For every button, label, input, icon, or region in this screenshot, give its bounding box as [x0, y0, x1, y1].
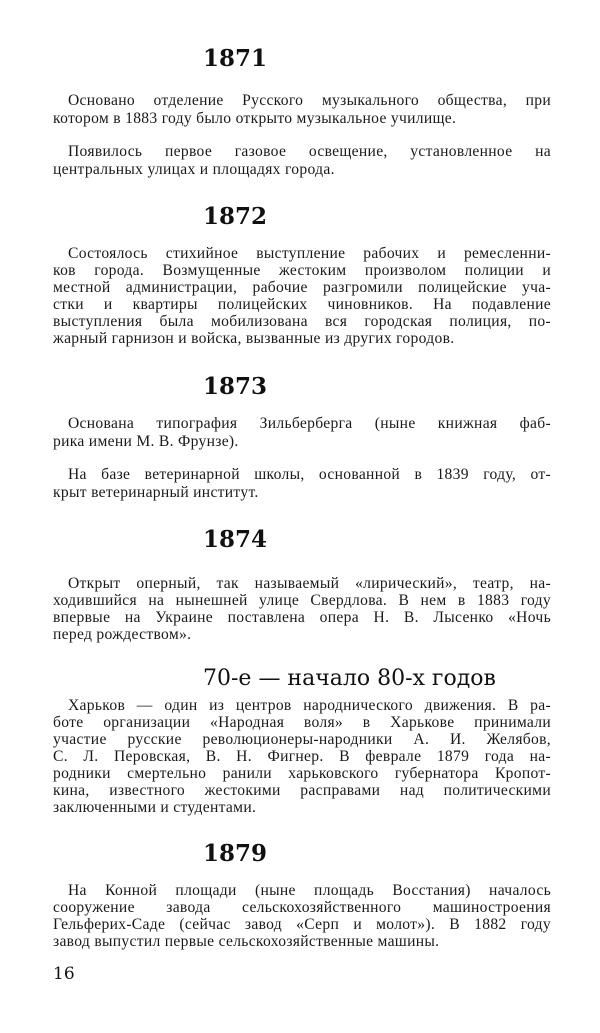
paragraph-line: жарный гарнизон и войска, вызванные из других городов.	[53, 330, 455, 347]
section-heading-1879: 1879	[203, 840, 268, 867]
paragraph-line: родники смертельно ранили харьковского губернатора Кропот-	[53, 765, 551, 782]
paragraph-line: Состоялось стихийное выступление рабочих и ремесленни-	[68, 245, 551, 262]
paragraph-line: кина, известного жестокими расправами над политическими	[53, 782, 551, 799]
paragraph-line: участие русские революционеры-народники А. И. Желябов,	[53, 731, 551, 748]
paragraph-line: Харьков — один из центров народнического движения. В ра-	[68, 697, 551, 714]
paragraph-line: ходившийся на нынешней улице Свердлова. В нем в 1883 году	[53, 592, 551, 609]
paragraph-line: завод выпустил первые сельскохозяйственные машины.	[53, 933, 440, 950]
paragraph-line: крыт ветеринарный институт.	[53, 484, 259, 501]
section-heading-1874: 1874	[203, 526, 268, 553]
paragraph-line: перед рождеством».	[53, 626, 192, 643]
section-heading-70s-80s: 70-е — начало 80-х годов	[203, 666, 496, 691]
paragraph-line: сооружение завода сельскохозяйственного машиностроения	[53, 899, 551, 916]
paragraph-line: стки и квартиры полицейских чиновников. На подавление	[53, 296, 551, 313]
paragraph-line: центральных улицах и площадях города.	[53, 161, 335, 178]
paragraph-line: заключенными и студентами.	[53, 799, 257, 816]
paragraph-line: Гельферих-Саде (сейчас завод «Серп и молот»). В 1882 году	[53, 916, 551, 933]
paragraph-line: С. Л. Перовская, В. Н. Фигнер. В феврале 1879 года на-	[53, 748, 551, 765]
paragraph-line: впервые на Украине поставлена опера Н. В. Лысенко «Ночь	[53, 609, 551, 626]
paragraph-line: На Конной площади (ныне площадь Восстания) началось	[68, 882, 551, 899]
paragraph-line: котором в 1883 году было открыто музыкальное училище.	[53, 110, 457, 127]
paragraph-line: рика имени М. В. Фрунзе).	[53, 433, 239, 450]
paragraph-line: местной администрации, рабочие разгромили полицейские уча-	[53, 279, 551, 296]
section-heading-1871: 1871	[203, 45, 268, 72]
section-heading-1872: 1872	[203, 203, 268, 230]
paragraph-line: Основано отделение Русского музыкального общества, при	[68, 92, 551, 109]
paragraph-line: ков города. Возмущенные жестоким произволом полиции и	[53, 262, 551, 279]
paragraph-line: выступления была мобилизована вся городская полиция, по-	[53, 313, 551, 330]
page-number: 16	[53, 964, 75, 984]
paragraph-line: На базе ветеринарной школы, основанной в 1839 году, от-	[68, 466, 551, 483]
paragraph-line: Появилось первое газовое освещение, установленное на	[68, 143, 551, 160]
section-heading-1873: 1873	[203, 373, 268, 400]
paragraph-line: боте организации «Народная воля» в Харькове принимали	[53, 714, 551, 731]
paragraph-line: Основана типография Зильберберга (ныне книжная фаб-	[68, 415, 551, 432]
paragraph-line: Открыт оперный, так называемый «лирический», театр, на-	[68, 575, 551, 592]
